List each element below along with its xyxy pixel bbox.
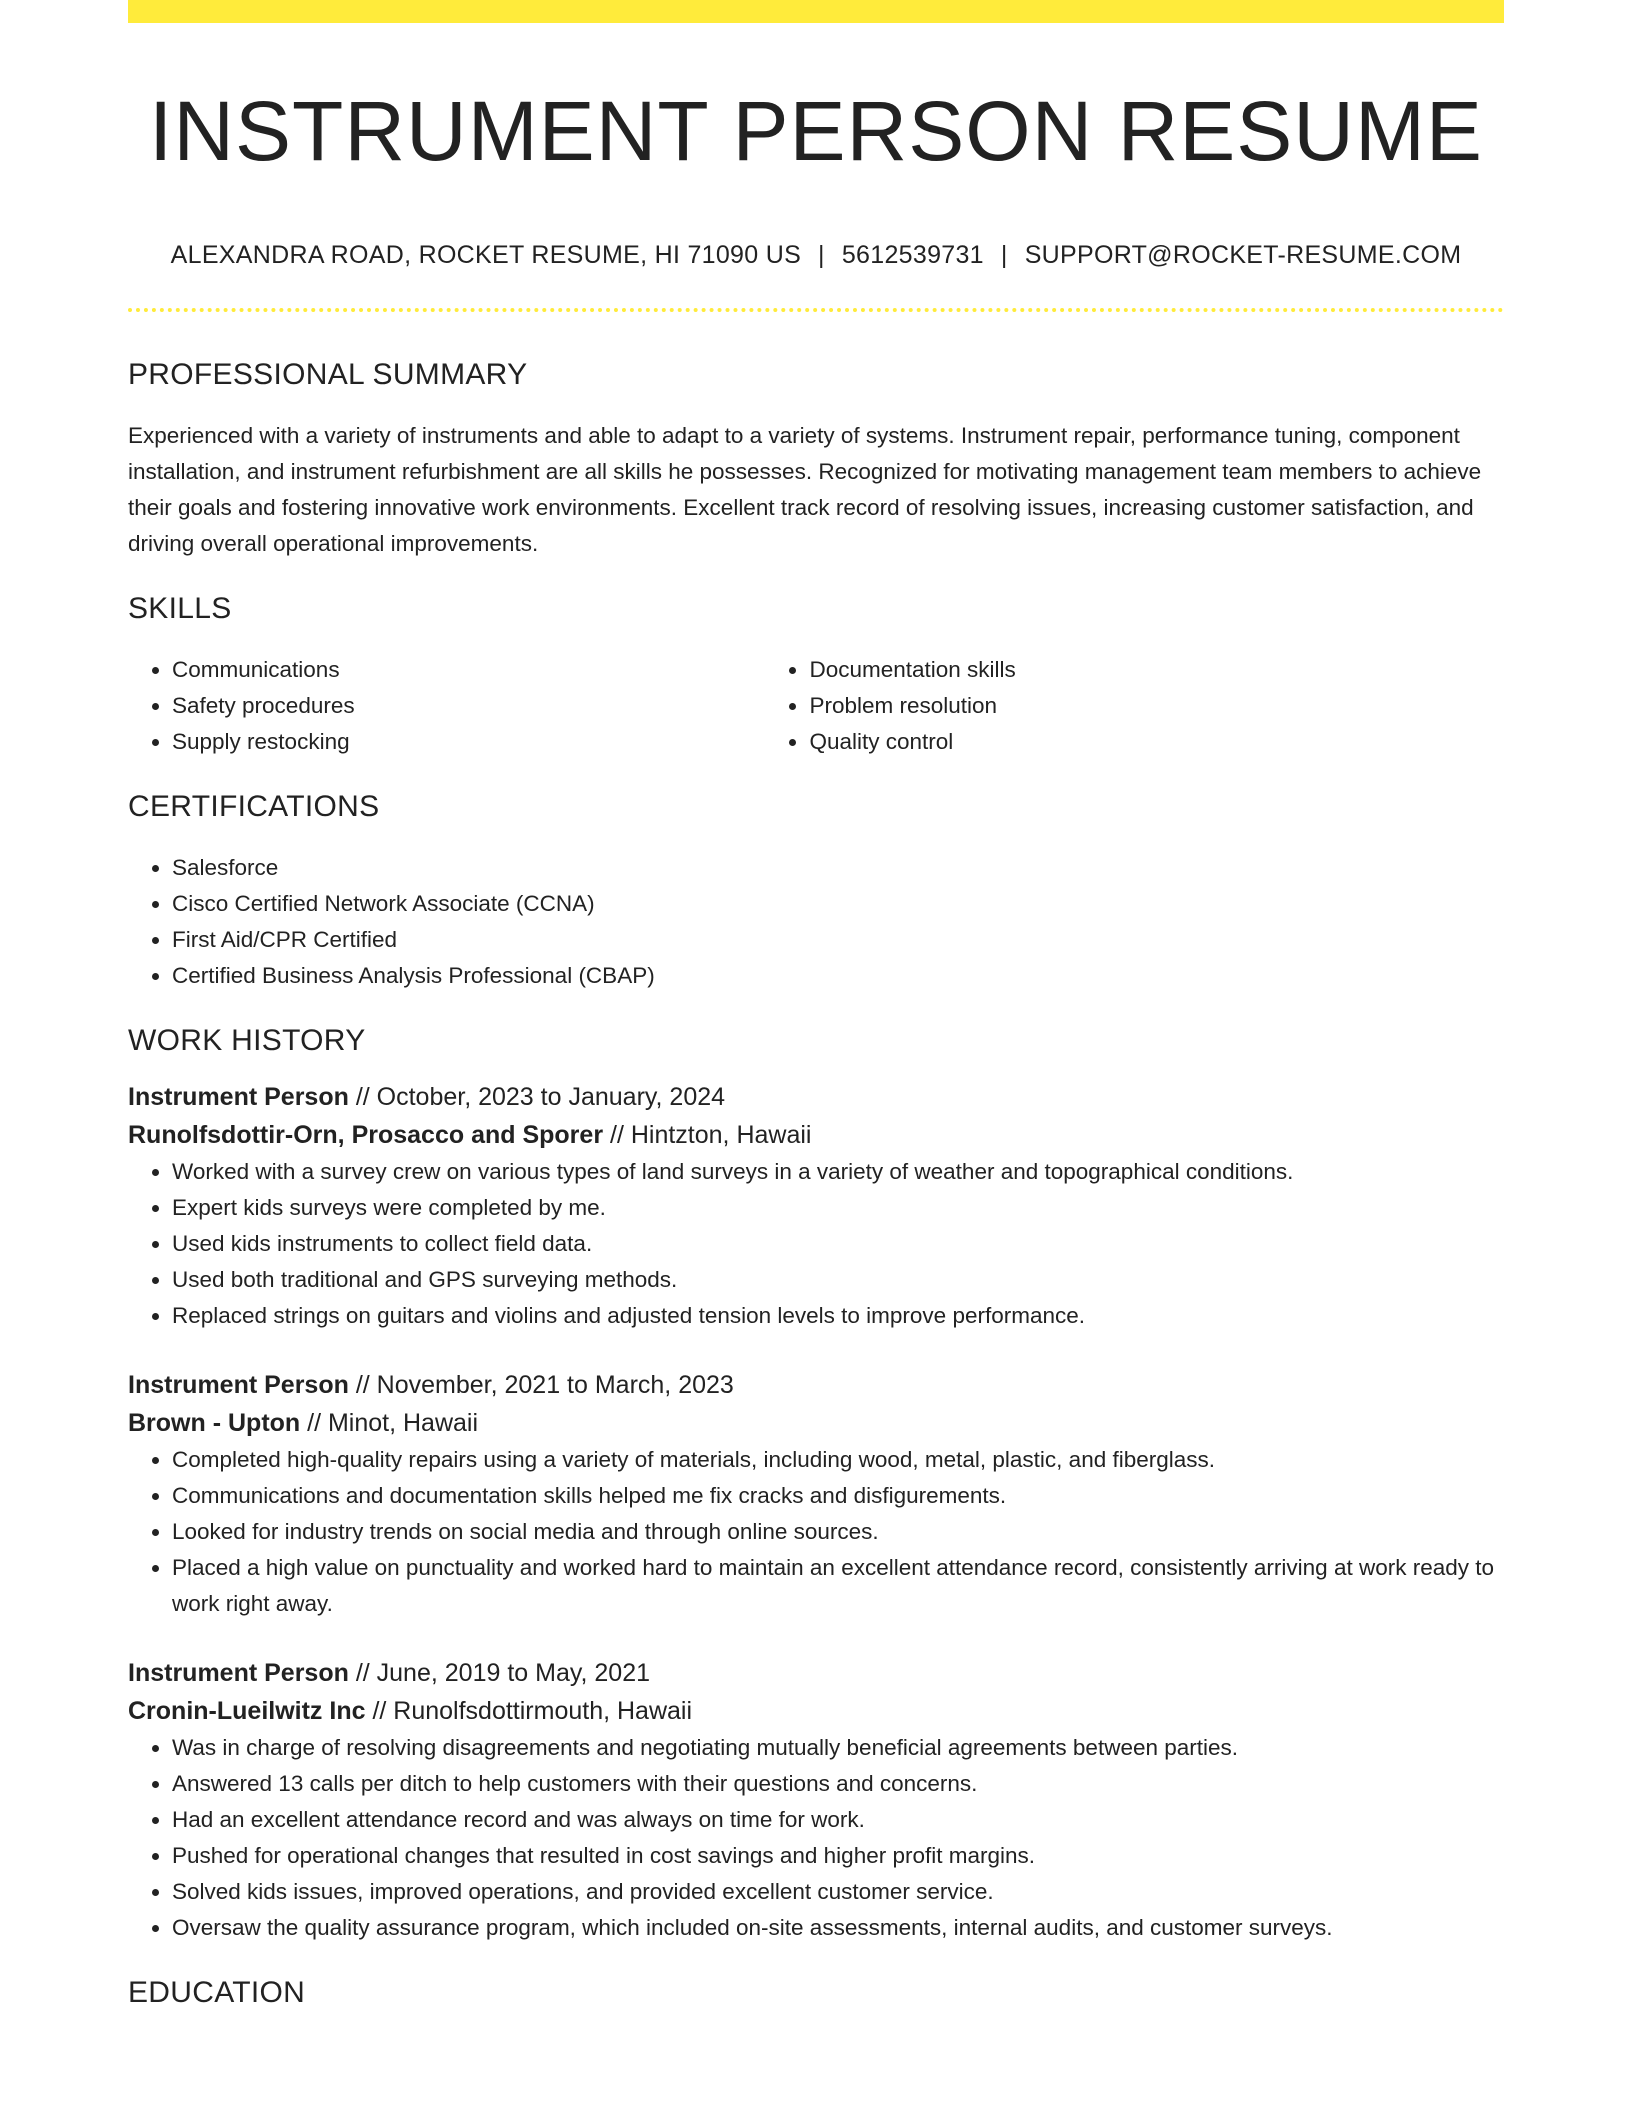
contact-line — [128, 241, 1504, 270]
job-duty: • Had an excellent attendance record and was always on time for work. — [172, 1802, 1504, 1838]
resume-page — [128, 0, 1504, 2010]
skills-columns — [128, 652, 1504, 760]
resume-title: INSTRUMENT PERSON RESUME — [149, 84, 1483, 178]
skills-list-left — [128, 652, 765, 760]
job-duty: • Worked with a survey crew on various types of land surveys in a variety of weather and topographical conditions. — [172, 1154, 1504, 1190]
job-duty: • Used kids instruments to collect field data. — [172, 1226, 1504, 1262]
contact-phone: 5612539731 — [841, 241, 984, 270]
job-duties-list — [128, 1730, 1504, 1946]
skills-list-right — [765, 652, 1504, 760]
job-location: // Minot, Hawaii — [300, 1409, 479, 1438]
job-duties-list — [128, 1442, 1504, 1622]
job-dates: // June, 2019 to May, 2021 — [348, 1659, 650, 1688]
certification-item: • Certified Business Analysis Professional (CBAP) — [172, 958, 1504, 994]
contact-separator: | — [818, 241, 825, 270]
job-duty: • Solved kids issues, improved operations, and provided excellent customer service. — [172, 1874, 1504, 1910]
skill-item: • Communications — [172, 652, 765, 688]
job-role: Instrument Person — [128, 1371, 349, 1400]
job-duty: • Placed a high value on punctuality and worked hard to maintain an excellent attendance record, consistently arriving at work ready to work right away. — [172, 1550, 1504, 1622]
job-company-line — [128, 1404, 1504, 1442]
skills-heading: SKILLS — [128, 592, 232, 626]
skill-item: • Supply restocking — [172, 724, 765, 760]
work-history-heading: WORK HISTORY — [128, 1024, 366, 1058]
work-history-section — [128, 1024, 1504, 1946]
job-duty: • Expert kids surveys were completed by me. — [172, 1190, 1504, 1226]
certifications-list — [128, 850, 1504, 994]
job-duty: • Replaced strings on guitars and violins and adjusted tension levels to improve performance. — [172, 1298, 1504, 1334]
job-company-line — [128, 1692, 1504, 1730]
job-duty: • Was in charge of resolving disagreements and negotiating mutually beneficial agreements between parties. — [172, 1730, 1504, 1766]
job-entry — [128, 1078, 1504, 1334]
certification-item: • First Aid/CPR Certified — [172, 922, 1504, 958]
job-company: Cronin-Lueilwitz Inc — [128, 1697, 366, 1726]
skill-item: • Problem resolution — [809, 688, 1504, 724]
contact-address: ALEXANDRA ROAD, ROCKET RESUME, HI 71090 US — [170, 241, 802, 270]
skill-item: • Documentation skills — [809, 652, 1504, 688]
job-title-line — [128, 1366, 1504, 1404]
job-title-line — [128, 1078, 1504, 1116]
job-company: Brown - Upton — [128, 1409, 301, 1438]
job-duty: • Looked for industry trends on social media and through online sources. — [172, 1514, 1504, 1550]
job-duty: • Pushed for operational changes that resulted in cost savings and higher profit margins. — [172, 1838, 1504, 1874]
job-duty: • Completed high-quality repairs using a variety of materials, including wood, metal, plastic, and fiberglass. — [172, 1442, 1504, 1478]
job-dates: // November, 2021 to March, 2023 — [348, 1371, 734, 1400]
summary-heading: PROFESSIONAL SUMMARY — [128, 358, 528, 392]
job-company-line — [128, 1116, 1504, 1154]
job-duty: • Used both traditional and GPS surveying methods. — [172, 1262, 1504, 1298]
job-duty: • Communications and documentation skills helped me fix cracks and disfigurements. — [172, 1478, 1504, 1514]
job-company: Runolfsdottir-Orn, Prosacco and Sporer — [128, 1121, 604, 1150]
job-duty: • Oversaw the quality assurance program, which included on-site assessments, internal audits, and customer surveys. — [172, 1910, 1504, 1946]
job-role: Instrument Person — [128, 1659, 349, 1688]
contact-email: SUPPORT@ROCKET-RESUME.COM — [1024, 241, 1462, 270]
certification-item: • Salesforce — [172, 850, 1504, 886]
skill-item: • Safety procedures — [172, 688, 765, 724]
job-duties-list — [128, 1154, 1504, 1334]
contact-separator: | — [1000, 241, 1008, 270]
job-title-line — [128, 1654, 1504, 1692]
job-role: Instrument Person — [128, 1083, 349, 1112]
job-dates: // October, 2023 to January, 2024 — [348, 1083, 726, 1112]
certification-item: • Cisco Certified Network Associate (CCNA) — [172, 886, 1504, 922]
education-section — [128, 1976, 1504, 2010]
certifications-heading: CERTIFICATIONS — [128, 790, 380, 824]
job-duty: • Answered 13 calls per ditch to help customers with their questions and concerns. — [172, 1766, 1504, 1802]
skill-item: • Quality control — [809, 724, 1504, 760]
education-heading: EDUCATION — [128, 1976, 306, 2010]
dotted-divider — [128, 308, 1504, 312]
job-entry — [128, 1366, 1504, 1622]
job-location: // Hintzton, Hawaii — [603, 1121, 812, 1150]
certifications-section — [128, 790, 1504, 994]
job-entry — [128, 1654, 1504, 1946]
accent-bar — [128, 0, 1504, 23]
summary-text: Experienced with a variety of instruments and able to adapt to a variety of systems. Instrument repair, performance tuning, component installation, and instrument refurbishment are all skills he possesses. Recognized for motivating management team members to achieve their goals and fostering innovative work environments. Excellent track record of resolving issues, increasing customer satisfaction, and driving overall operational improvements. — [128, 423, 1482, 557]
job-location: // Runolfsdottirmouth, Hawaii — [365, 1697, 693, 1726]
summary-section — [128, 358, 1504, 562]
skills-section — [128, 592, 1504, 760]
